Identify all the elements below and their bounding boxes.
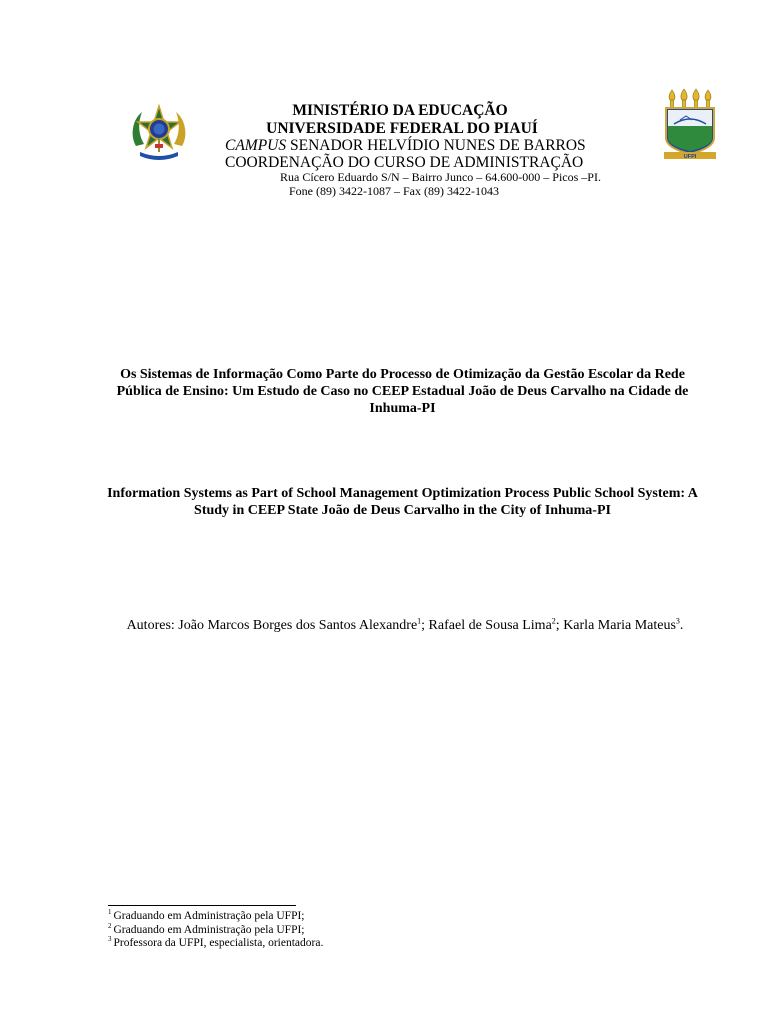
footnote-item <box>108 910 323 924</box>
ministry-heading: MINISTÉRIO DA EDUCAÇÃO <box>292 102 508 119</box>
footnote-rule <box>108 905 296 906</box>
footnote-mark: 2 <box>108 921 112 930</box>
campus-prefix: CAMPUS <box>225 137 287 154</box>
footnote-mark: 3 <box>108 935 112 944</box>
author-footnote-mark: 3 <box>675 616 680 626</box>
footnote-item <box>108 921 323 938</box>
footnote-mark: 1 <box>108 908 112 917</box>
title-portuguese: Os Sistemas de Informação Como Parte do Processo de Otimização da Gestão Escolar da Rede Pública de Ensino: Um Estudo de Caso no CEEP Estadual João de Deus Carvalho na Cidade de Inhuma-PI <box>116 367 689 416</box>
university-heading: UNIVERSIDADE FEDERAL DO PIAUÍ <box>266 120 538 137</box>
authors-line <box>0 617 768 634</box>
footnotes <box>108 910 323 951</box>
address-line: Rua Cícero Eduardo S/N – Bairro Junco – 64.600-000 – Picos –PI. <box>280 170 601 184</box>
coordination-line: COORDENAÇÃO DO CURSO DE ADMINISTRAÇÃO <box>225 154 584 171</box>
authors-prefix: Autores: <box>126 618 179 633</box>
footnote-text: Professora da UFPI, especialista, orientadora. <box>113 937 324 949</box>
footnote-item <box>108 937 323 951</box>
title-english: Information Systems as Part of School Management Optimization Process Public School System: A Study in CEEP State João de Deus Carvalho in the City of Inhuma-PI <box>107 486 698 518</box>
footnote-text: Graduando em Administração pela UFPI; <box>113 923 305 936</box>
author-separator: ; <box>555 618 564 633</box>
author-name: João Marcos Borges dos Santos Alexandre <box>178 618 418 633</box>
author-name: Karla Maria Mateus <box>563 618 676 633</box>
footnote-text: Graduando em Administração pela UFPI; <box>113 910 305 922</box>
phone-line: Fone (89) 3422-1087 – Fax (89) 3422-1043 <box>289 184 499 198</box>
campus-name: SENADOR HELVÍDIO NUNES DE BARROS <box>286 137 586 154</box>
author-footnote-mark: 2 <box>551 616 556 626</box>
author-separator: ; <box>421 618 429 633</box>
ufpi-crest-icon <box>660 88 720 160</box>
author-name: Rafael de Sousa Lima <box>428 618 552 633</box>
ufpi-crest-text: UFPI <box>683 154 697 160</box>
campus-line <box>225 137 586 155</box>
author-footnote-mark: 1 <box>417 616 422 626</box>
author-separator: . <box>679 618 684 633</box>
